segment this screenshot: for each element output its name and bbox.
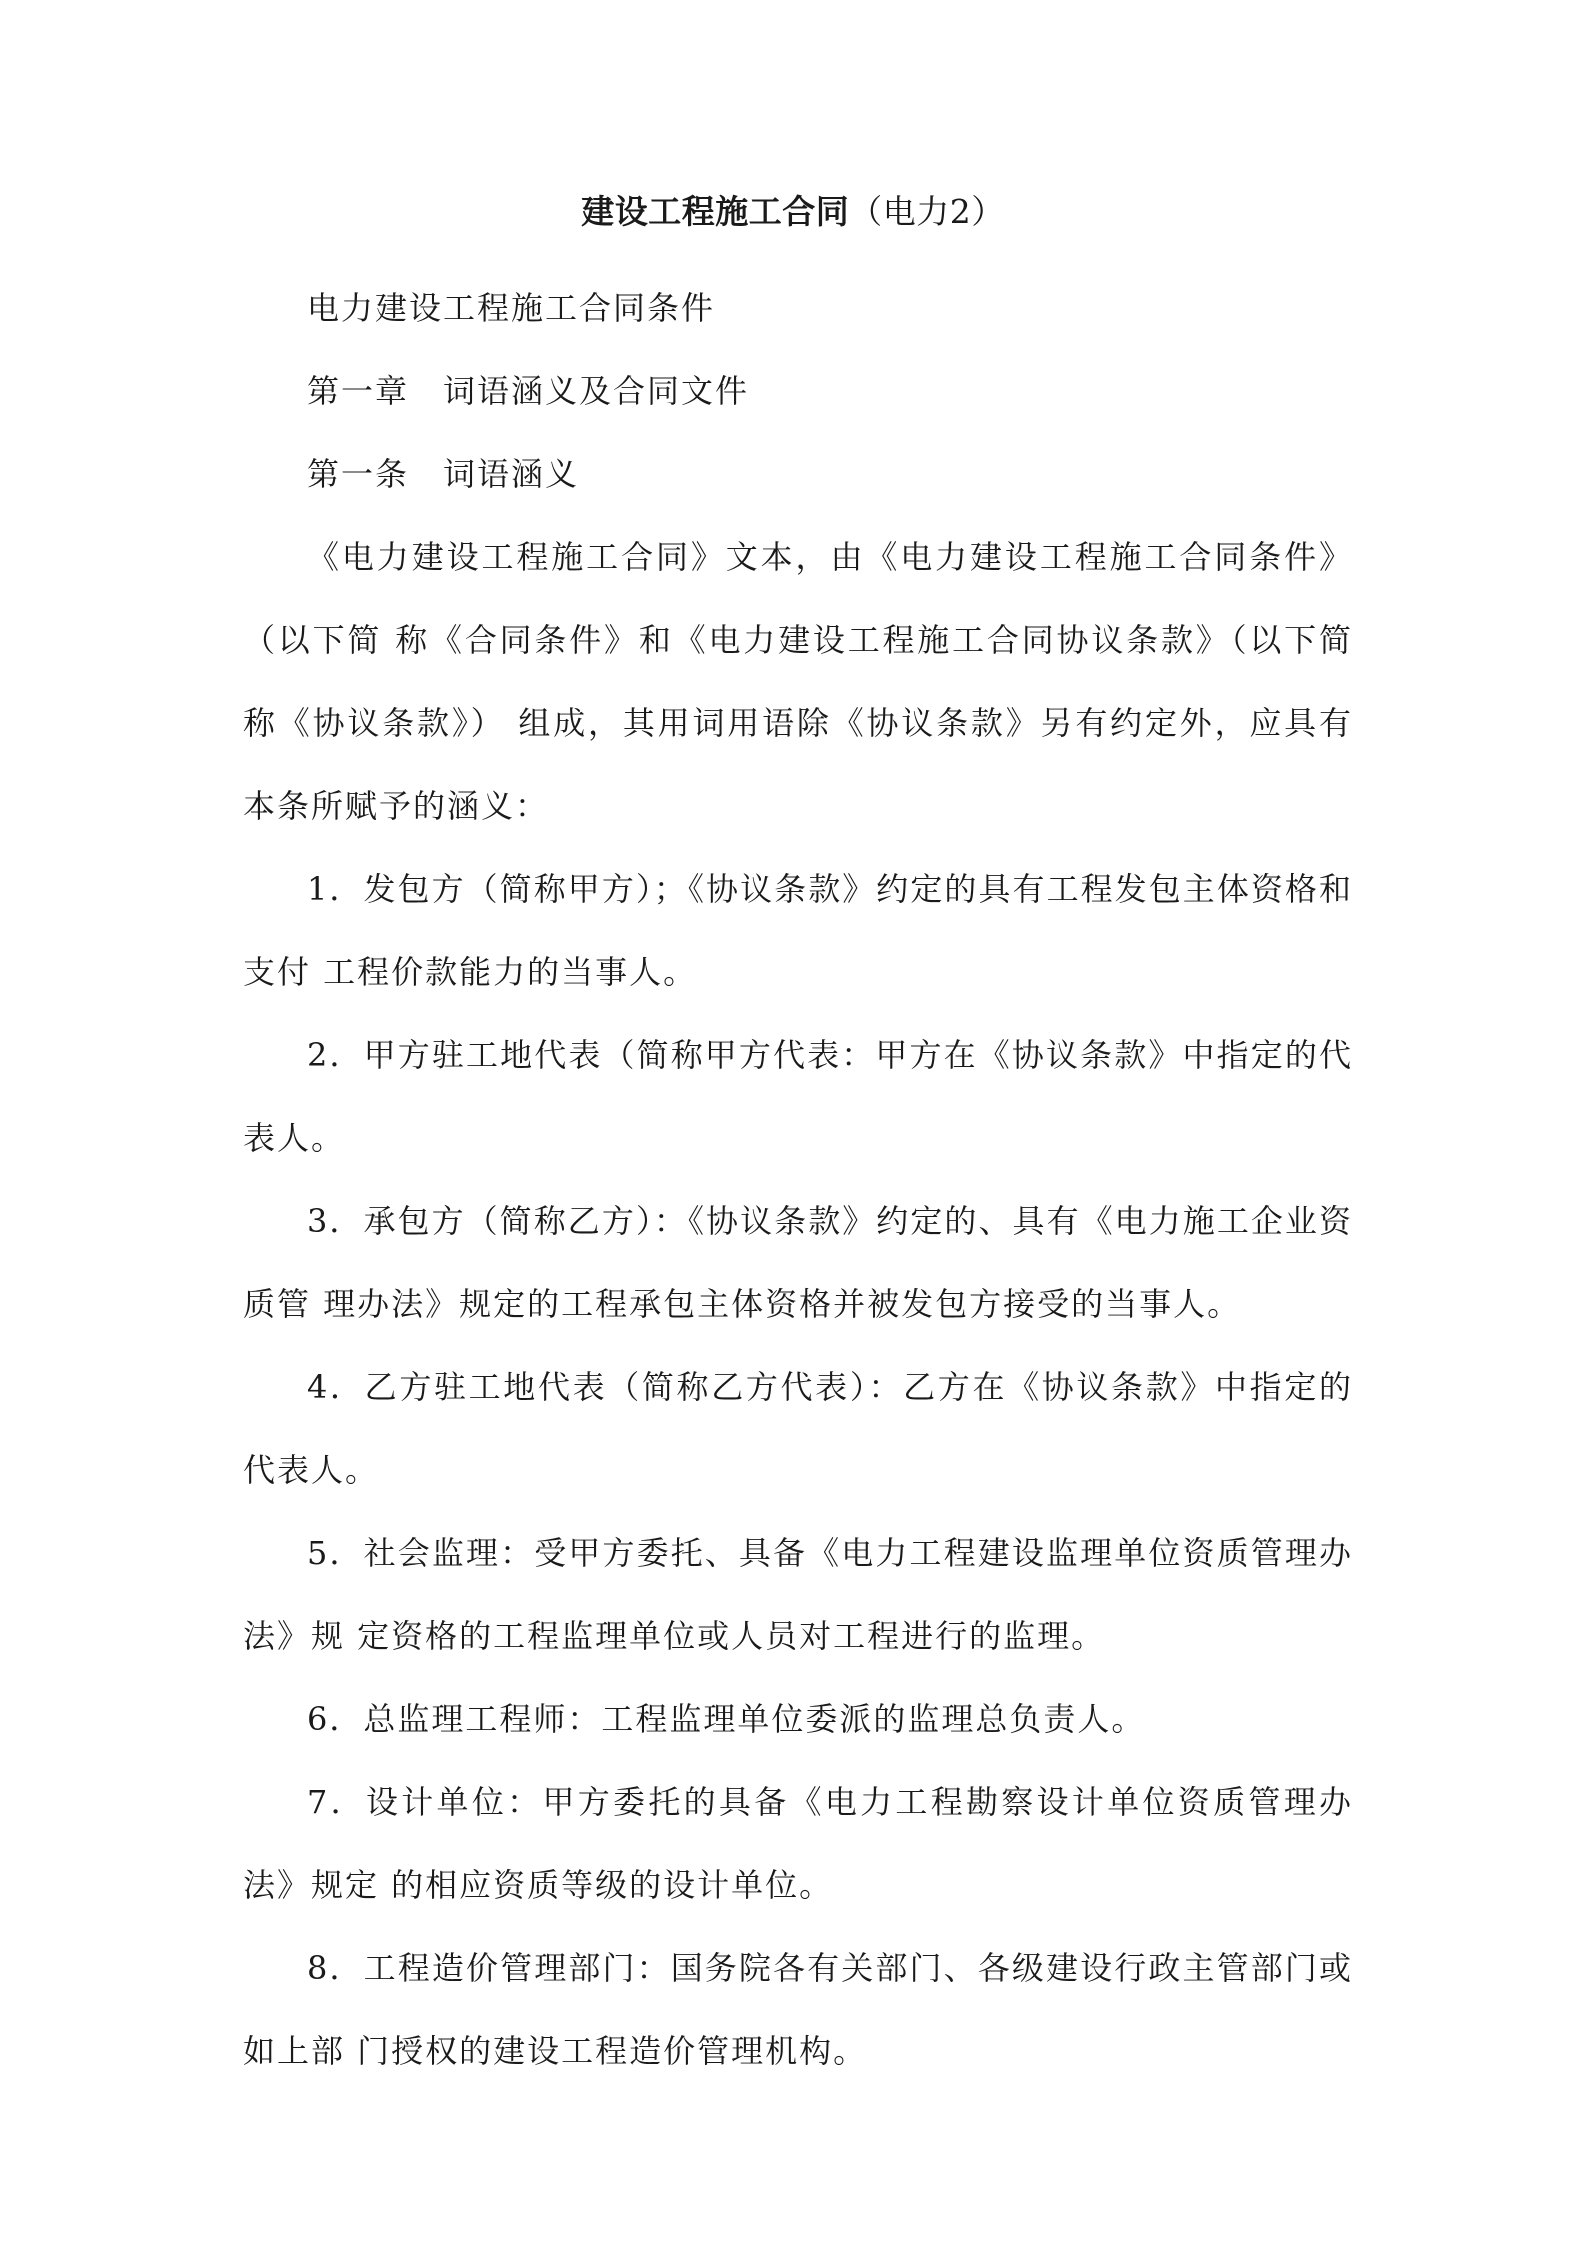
definition-item-4: 4．乙方驻工地代表（简称乙方代表）：乙方在《协议条款》中指定的代表人。 [243, 1368, 1353, 1489]
definition-item-1: 1．发包方（简称甲方）；《协议条款》约定的具有工程发包主体资格和支付 工程价款能力的当事人。 [243, 870, 1353, 991]
definition-item-7: 7．设计单位：甲方委托的具备《电力工程勘察设计单位资质管理办法》规定 的相应资质等级的设计单位。 [243, 1783, 1353, 1904]
document-title [0, 186, 1586, 238]
definition-item-6: 6．总监理工程师：工程监理单位委派的监理总负责人。 [307, 1700, 1146, 1738]
document-body [243, 267, 1353, 2093]
document-title-main: 建设工程施工合同 [581, 192, 850, 231]
document-title-suffix: （电力2） [849, 192, 1005, 231]
section-heading: 电力建设工程施工合同条件 [307, 289, 716, 327]
article-heading: 第一条 词语涵义 [307, 455, 580, 493]
intro-paragraph: 《电力建设工程施工合同》文本，由《电力建设工程施工合同条件》（以下简 称《合同条件》和《电力建设工程施工合同协议条款》（以下简称《协议条款》） 组成，其用词用语除《协议条款》另有约定外，应具有本条所赋予的涵义： [243, 538, 1353, 825]
definition-item-2: 2．甲方驻工地代表（简称甲方代表：甲方在《协议条款》中指定的代表人。 [243, 1036, 1353, 1157]
definition-item-5: 5．社会监理：受甲方委托、具备《电力工程建设监理单位资质管理办法》规 定资格的工程监理单位或人员对工程进行的监理。 [243, 1534, 1353, 1655]
definition-item-3: 3．承包方（简称乙方）：《协议条款》约定的、具有《电力施工企业资质管 理办法》规定的工程承包主体资格并被发包方接受的当事人。 [243, 1202, 1353, 1323]
chapter-heading: 第一章 词语涵义及合同文件 [307, 372, 750, 410]
definition-item-8: 8．工程造价管理部门：国务院各有关部门、各级建设行政主管部门或如上部 门授权的建设工程造价管理机构。 [243, 1949, 1353, 2070]
